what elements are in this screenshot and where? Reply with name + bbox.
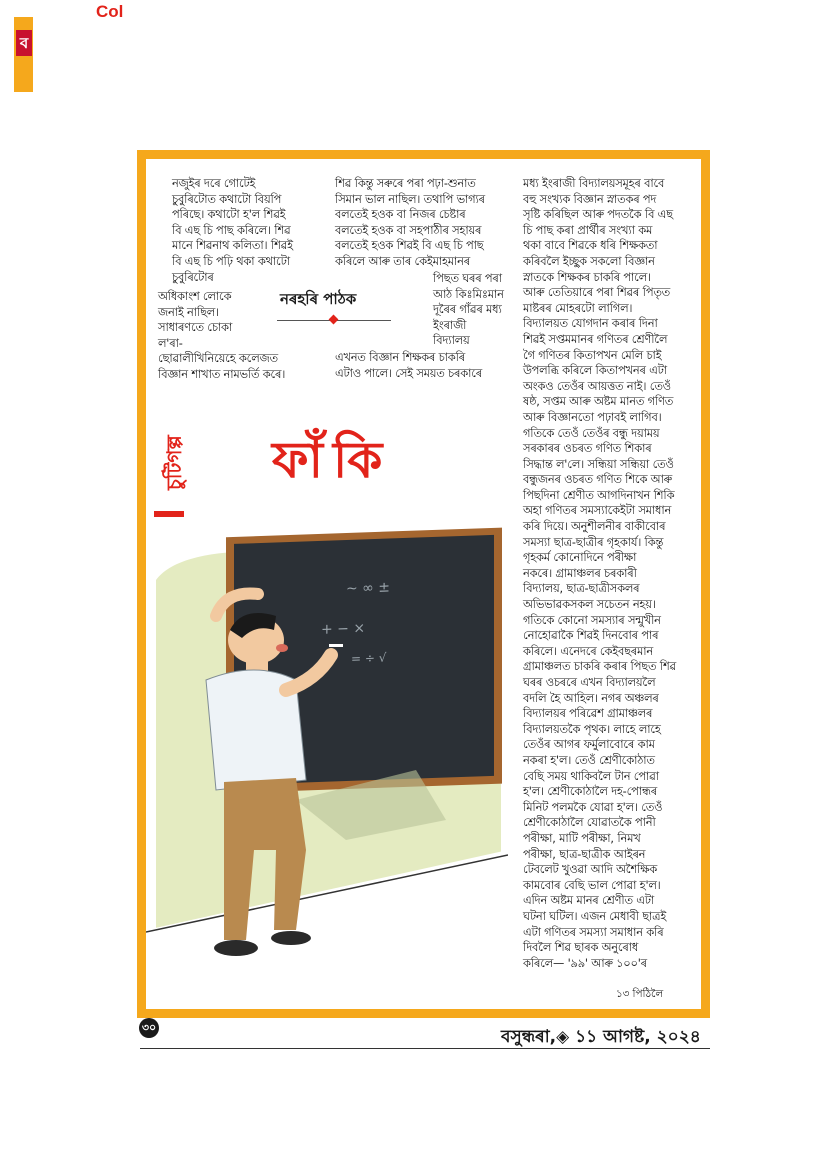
story-headline: ফাঁকি <box>272 431 393 489</box>
column-1-bottom: অধিকাংশ লোকে জনাই নাছিল। সাধাৰণতে চোকা ল'ৰা- ছোৱালীখিনিয়েহে কলেজত বিজ্ঞান শাখাত নামভৰ্তি কৰে। <box>158 290 286 381</box>
dropcap-letter: ব <box>16 30 32 56</box>
column-3: মধ্য ইংৰাজী বিদ্যালয়সমূহৰ বাবে বহু সংখ্যক বিজ্ঞান স্নাতকৰ পদ সৃষ্টি কৰিছিল আৰু পদতকৈ বি এছ চি পাছ কৰা প্ৰাৰ্থীৰ সংখ্যা কম থকা বাবে শিৱকে ধৰি শিক্ষকতা কৰিবলৈ ইচ্ছুক সকলো বিজ্ঞান স্নাতকে শিক্ষকৰ চাকৰি পালে। আৰু তেতিয়াৰে পৰা শিৱৰ পিতৃত মাষ্টৰৰ মোহৰটো লাগিল। বিদ্যালয়ত যোগদান কৰাৰ দিনা শিৱই সপ্তমমানৰ গণিতৰ শ্ৰেণীলৈ গৈ গণিতৰ কিতাপখন মেলি চাই উপলব্ধি কৰিলে কিতাপখনৰ এটা অংকও তেওঁৰ আয়ত্তত নাই। তেওঁ ষষ্ঠ, সপ্তম আৰু অষ্টম মানত গণিত আৰু বিজ্ঞানতো পঢ়াবই লাগিব। গতিকে তেওঁ তেওঁৰ বন্ধু দয়াময় সৰকাৰৰ ওচৰত গণিত শিকাৰ সিদ্ধান্ত ল'লে। সন্ধিয়া সন্ধিয়া তেওঁ বন্ধুজনৰ ওচৰত গণিত শিকে আৰু পিছদিনা শ্ৰেণীত আগদিনাখন শিকি অহা গণিতৰ সমস্যাকেইটা সমাধান কৰি দিয়ে। অনুশীলনীৰ বাকীবোৰ সমস্যা ছাত্ৰ-ছাত্ৰীৰ গৃহকাৰ্য। কিন্তু গৃহকৰ্ম কোনোদিনে পৰীক্ষা নকৰে। গ্ৰামাঞ্চলৰ চৰকাৰী বিদ্যালয়, ছাত্ৰ-ছাত্ৰীসকলৰ অভিভাৱকসকল সচেতন নহয়। গতিকে কোনো সমস্যাৰ সন্মুখীন নোহোৱাকৈ শিৱই দিনবোৰ পাৰ কৰিলে। এনেদৰে কেইবছৰমান গ্ৰামাঞ্চলত চাকৰি কৰাৰ পিছত শিৱ ঘৰৰ ওচৰৰে এখন বিদ্যালয়লৈ বদলি হৈ আহিল। নগৰ অঞ্চলৰ বিদ্যালয়ৰ পৰিৱেশ গ্ৰামাঞ্চলৰ বিদ্যালয়তকৈ পৃথক। লাহে লাহে তেওঁৰ আগৰ ফৰ্মুলাবোৰে কাম নকৰা হ'ল। তেওঁ শ্ৰেণীকোঠাত বেছি সময় থাকিবলৈ টান পোৱা হ'ল। শ্ৰেণীকোঠালৈ দহ-পোন্ধৰ মিনিট পলমকৈ যোৱা হ'ল। তেওঁ শ্ৰেণীকোঠালৈ যোৱাতকৈ পানী পৰীক্ষা, মাটি পৰীক্ষা, নিমখ পৰীক্ষা, ছাত্ৰ-ছাত্ৰীক আইৰন টেবলেট খুওৱা আদি অশৈক্ষিক কামবোৰ বেছি ভাল পোৱা হ'ল। এদিন অষ্টম মানৰ শ্ৰেণীত এটা ঘটনা ঘটিল। এজন মেধাবী ছাত্ৰই এটা গণিতৰ সমস্যা সমাধান কৰি দিবলৈ শিৱ ছাৰক অনুৰোধ কৰিলে— '৯৯' আৰু ১০০'ৰ <box>523 177 676 970</box>
masthead: বসুন্ধৰা,◈ ১১ আগষ্ট, ২০২৪ <box>501 1027 701 1047</box>
section-label-text: চুটিগল্প <box>162 435 186 490</box>
section-bar <box>154 511 184 517</box>
svg-text:= ÷ √: = ÷ √ <box>351 650 387 666</box>
author-byline: নৰহৰি পাঠক <box>280 290 357 308</box>
column-2-mid: পিছত ঘৰৰ পৰা আঠ কিঃমিঃমান দূৰৈৰ গাঁৱৰ মধ্য ইংৰাজী বিদ্যালয় <box>433 272 504 348</box>
svg-text:+ − ×: + − × <box>321 620 366 638</box>
corner-tag: Col <box>96 2 124 21</box>
column-2-top: শিৱ কিন্তু সৰুৰে পৰা পঢ়া-শুনাত সিমান ভাল নাছিল। তথাপি ভাগ্যৰ বলতেই হওক বা নিজৰ চেষ্টাৰ বলতেই হওক বা সহপাঠীৰ সহায়ৰ বলতেই হওক শিৱই বি এছ চি পাছ কৰিলে আৰু তাৰ কেইমাহমানৰ <box>335 177 485 268</box>
section-label <box>146 430 191 516</box>
page-number: ৩০ <box>139 1018 159 1038</box>
svg-text:~ ∞ ±: ~ ∞ ± <box>346 579 391 598</box>
column-2-bottom: এখনত বিজ্ঞান শিক্ষকৰ চাকৰি এটাও পালে। সেই সময়ত চৰকাৰে <box>335 351 482 380</box>
column-1-top: নজুইৰ দৰে গোটেই চুবুৰিটোত কথাটো বিয়পি পৰিছে। কথাটো হ'ল শিৱই বি এছ চি পাছ কৰিলে। শিৱ মানে শিৱনাথ কলিতা। শিৱই বি এছ চি পঢ়ি থকা কথাটো চুবুৰিটোৰ <box>172 177 293 284</box>
teacher-chalkboard-illustration <box>146 520 508 988</box>
continued-note: ১৩ পিঠিলৈ <box>616 988 664 1000</box>
